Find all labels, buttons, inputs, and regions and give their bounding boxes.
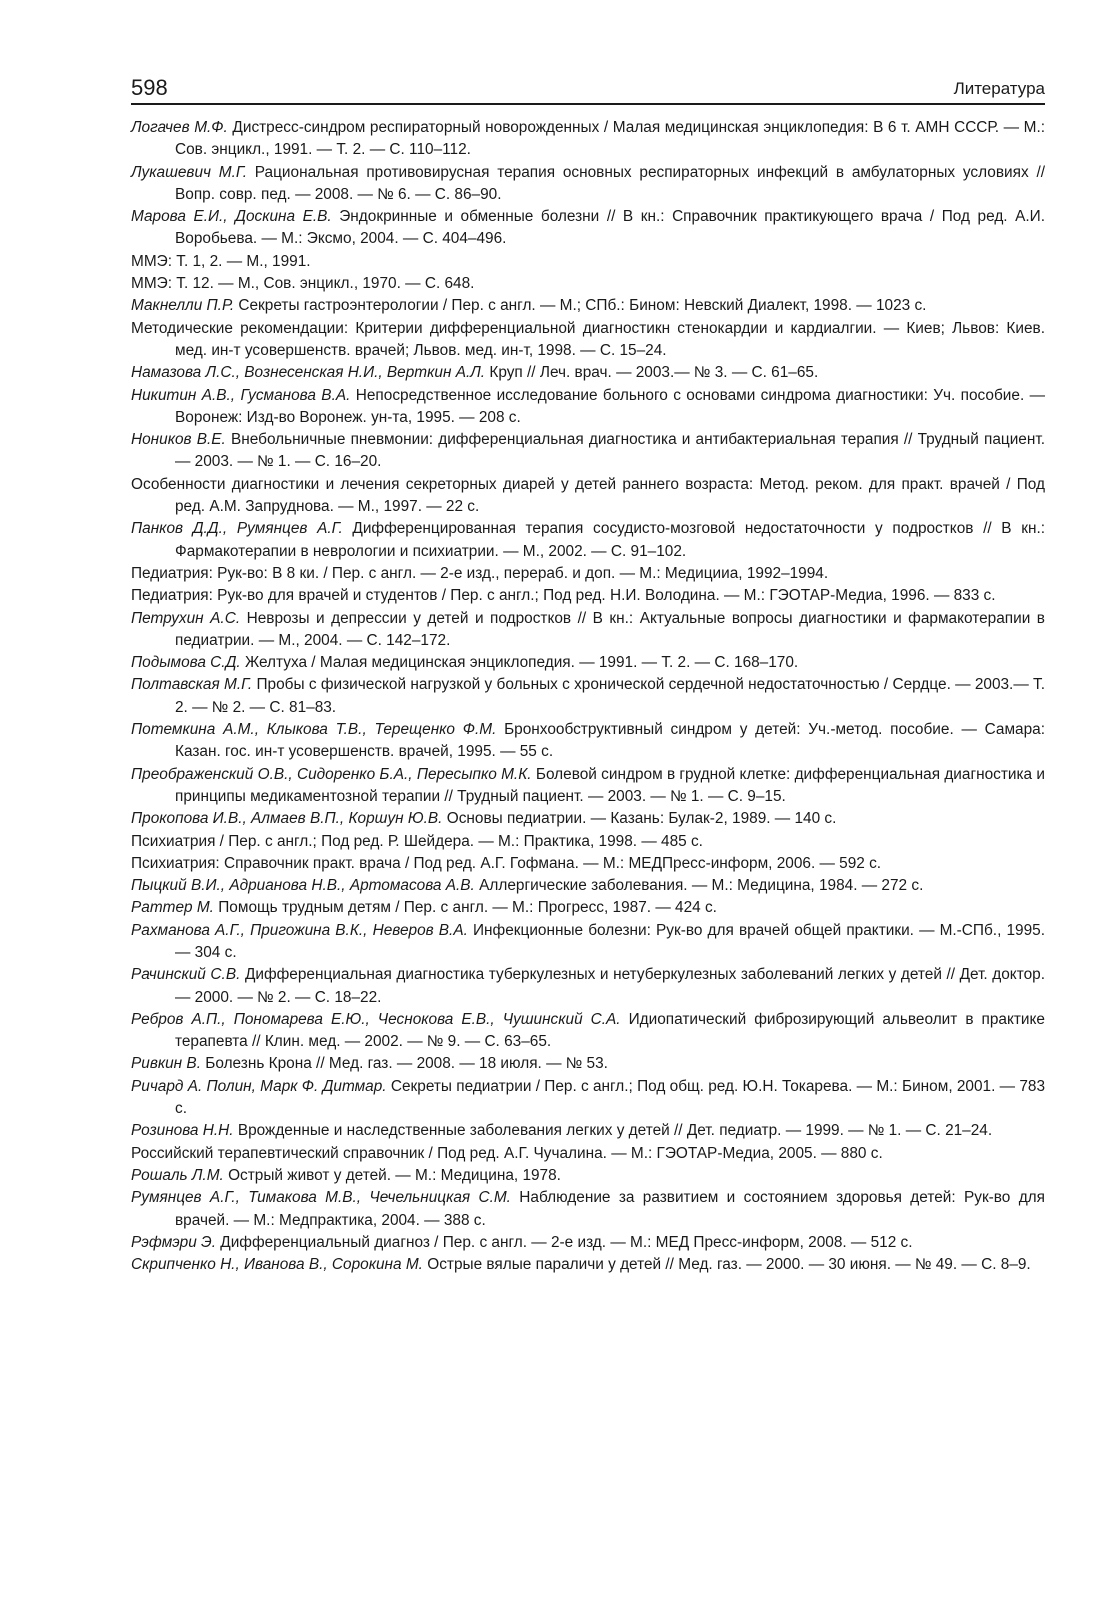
reference-text: Внебольничные пневмонии: дифференциальная диагностика и антибактериальная терапия // Трудный пациент. — 2003. — № 1. — С. 16–20. [175,431,1045,471]
reference-entry [131,652,1045,674]
reference-entry [131,897,1045,919]
reference-text: Пробы с физической нагрузкой у больных с хронической сердечной недостаточностью / Сердце. — 2003.— Т. 2. — № 2. — С. 81–83. [175,676,1045,716]
reference-text: Эндокринные и обменные болезни // В кн.: Справочник практикующего врача / Под ред. А.И. Воробьева. — М.: Эксмо, 2004. — С. 404–496. [175,208,1046,248]
reference-text: Рациональная противовирусная терапия основных респираторных инфекций в амбулаторных условиях // Вопр. совр. пед. — 2008. — № 6. — С. 86–90. [175,163,1045,203]
reference-authors: Пыцкий В.И., Адрианова Н.В., Артомасова А.В. [131,877,475,895]
reference-entry [131,563,1045,585]
reference-entry [131,251,1045,273]
reference-entry [131,1187,1045,1232]
reference-entry [131,1053,1045,1075]
reference-entry [131,295,1045,317]
reference-entry [131,385,1045,430]
reference-authors: Скрипченко Н., Иванова В., Сорокина М. [131,1256,423,1274]
reference-text: Помощь трудным детям / Пер. с англ. — М.: Прогресс, 1987. — 424 с. [213,899,717,917]
reference-authors: Румянцев А.Г., Тимакова М.В., Чечельницкая С.М. [131,1189,511,1207]
reference-entry [131,964,1045,1009]
reference-entry [131,429,1045,474]
reference-text: Дифференциальная диагностика туберкулезных и нетуберкулезных заболеваний легких у детей // Дет. доктор. — 2000. — № 2. — С. 18–22. [175,966,1045,1006]
reference-entry [131,674,1045,719]
reference-text: Психиатрия: Справочник практ. врача / Под ред. А.Г. Гофмана. — М.: МЕДПресс-информ, 2006. — 592 с. [131,854,882,872]
reference-list [131,117,1045,1276]
reference-entry [131,831,1045,853]
reference-authors: Марова Е.И., Доскина Е.В. [131,208,332,226]
reference-entry [131,318,1045,363]
reference-authors: Рошаль Л.М. [131,1166,224,1184]
reference-authors: Макнелли П.Р. [131,297,235,315]
reference-entry [131,1165,1045,1187]
reference-text: Секреты педиатрии / Пер. с англ.; Под общ. ред. Ю.Н. Токарева. — М.: Бином, 2001. — 783 с. [175,1077,1046,1118]
reference-entry [131,1076,1045,1121]
reference-authors: Петрухин А.С. [131,609,241,627]
reference-authors: Прокопова И.В., Алмаев В.П., Коршун Ю.В. [131,810,443,828]
reference-text: Бронхообструктивный синдром у детей: Уч.-метод. пособие. — Самара: Казан. гос. ин-т усовершенств. врачей, 1995. — 55 с. [175,721,1045,761]
reference-entry [131,362,1045,384]
reference-text: Педиатрия: Рук-во: В 8 ки. / Пер. с англ. — 2-е изд., перераб. и доп. — М.: Медицииа, 1992–1994. [131,564,829,582]
reference-authors: Логачев М.Ф. [131,119,228,136]
reference-text: Круп // Леч. врач. — 2003.— № 3. — С. 61–65. [485,364,819,382]
reference-authors: Ребров А.П., Пономарева Е.Ю., Чеснокова Е.В., Чушинский С.А. [131,1010,621,1028]
reference-entry [131,1120,1045,1142]
reference-text: Методические рекомендации: Критерии дифференциальной диагностикн стенокардии и кардиалгии. — Киев; Львов: Киев. мед. ин-т усовершенств. врачей; Львов. мед. ин-т, 1998. — С. 15–24. [131,319,1045,359]
reference-text: Идиопатический фиброзирующий альвеолит в практике терапевта // Клин. мед. — 2002. — № 9. — С. 63–65. [175,1010,1045,1051]
book-page [131,72,1045,1276]
reference-authors: Подымова С.Д. [131,654,241,672]
reference-entry [131,1254,1045,1276]
reference-text: Особенности диагностики и лечения секреторных диарей у детей раннего возраста: Метод. реком. для практ. врачей / Под ред. А.М. Запруднова. — М., 1997. — 22 с. [131,475,1045,516]
reference-entry [131,853,1045,875]
reference-text: Психиатрия / Пер. с англ.; Под ред. Р. Шейдера. — М.: Практика, 1998. — 485 с. [131,832,703,850]
reference-text: Болевой синдром в грудной клетке: дифференциальная диагностика и принципы медикаментозной терапии // Трудный пациент. — 2003. — № 1. — С. 9–15. [175,765,1046,805]
reference-authors: Намазова Л.С., Вознесенская Н.И., Верткин А.Л. [131,364,486,382]
reference-entry [131,608,1045,653]
reference-entry [131,518,1045,563]
reference-entry [131,206,1045,251]
reference-text: ММЭ: Т. 1, 2. — М., 1991. [131,252,311,270]
reference-authors: Преображенский О.В., Сидоренко Б.А., Пересыпко М.К. [131,765,532,783]
reference-entry [131,875,1045,897]
reference-text: Российский терапевтический справочник / Под ред. А.Г. Чучалина. — М.: ГЭОТАР-Медиа, 2005. — 880 с. [131,1144,883,1162]
reference-authors: Рахманова А.Г., Пригожина В.К., Неверов В.А. [131,921,468,939]
reference-authors: Никитин А.В., Гусманова В.А. [131,386,351,404]
reference-text: Инфекционные болезни: Рук-во для врачей общей практики. — М.-СПб., 1995. — 304 с. [175,921,1045,961]
reference-text: Врожденные и наследственные заболевания легких у детей // Дет. педиатр. — 1999. — № 1. — С. 21–24. [233,1122,993,1140]
reference-authors: Рэфмэри Э. [131,1233,216,1251]
reference-text: Дифференцированная терапия сосудисто-мозговой недостаточности у подростков // В кн.: Фармакотерапии в неврологии и психиатрии. — М., 2002. — С. 91–102. [175,520,1045,560]
reference-text: Аллергические заболевания. — М.: Медицина, 1984. — 272 с. [474,877,924,895]
reference-entry [131,1232,1045,1254]
page-number: 598 [131,75,168,100]
reference-entry [131,808,1045,830]
reference-text: Непосредственное исследование больного с основами синдрома диагностики: Уч. пособие. — Воронеж: Изд-во Воронеж. ун-та, 1995. — 208 с. [175,386,1045,426]
reference-entry [131,764,1045,809]
reference-authors: Раттер М. [131,899,214,917]
reference-entry [131,474,1045,519]
reference-text: Острый живот у детей. — М.: Медицина, 1978. [223,1166,561,1184]
reference-text: Болезнь Крона // Мед. газ. — 2008. — 18 июля. — № 53. [200,1055,608,1073]
reference-entry [131,920,1045,965]
reference-authors: Ривкин В. [131,1055,201,1073]
reference-authors: Ричард А. Полин, Марк Ф. Дитмар. [131,1077,387,1095]
reference-authors: Панков Д.Д., Румянцев А.Г. [131,520,343,538]
reference-authors: Ноников В.Е. [131,431,226,449]
reference-text: Секреты гастроэнтерологии / Пер. с англ. — М.; СПб.: Бином: Невский Диалект, 1998. — 1023 с. [234,297,927,315]
running-head: Литература [953,79,1045,98]
reference-authors: Рачинский С.В. [131,966,241,984]
reference-entry [131,162,1045,207]
reference-text: Неврозы и депрессии у детей и подростков // В кн.: Актуальные вопросы диагностики и фармакотерапии в педиатрии. — М., 2004. — С. 142–172. [175,609,1045,649]
reference-entry [131,585,1045,607]
reference-text: Желтуха / Малая медицинская энциклопедия. — 1991. — Т. 2. — С. 168–170. [240,654,799,672]
reference-entry [131,719,1045,764]
reference-authors: Розинова Н.Н. [131,1122,234,1140]
reference-entry [131,1143,1045,1165]
reference-authors: Потемкина А.М., Клыкова Т.В., Терещенко Ф.М. [131,721,497,739]
reference-text: Педиатрия: Рук-во для врачей и студентов / Пер. с англ.; Под ред. Н.И. Володина. — М.: ГЭОТАР-Медиа, 1996. — 833 с. [131,587,996,605]
reference-entry [131,273,1045,295]
reference-entry [131,117,1045,162]
reference-text: Основы педиатрии. — Казань: Булак-2, 1989. — 140 с. [442,810,837,828]
reference-entry [131,1009,1045,1054]
reference-text: Наблюдение за развитием и состоянием здоровья детей: Рук-во для врачей. — М.: Медпрактика, 2004. — 388 с. [175,1189,1045,1229]
reference-text: Острые вялые параличи у детей // Мед. газ. — 2000. — 30 июня. — № 49. — С. 8–9. [422,1256,1031,1274]
reference-text: ММЭ: Т. 12. — М., Сов. энцикл., 1970. — С. 648. [131,275,475,293]
reference-text: Дифференциальный диагноз / Пер. с англ. — 2-е изд. — М.: МЕД Пресс-информ, 2008. — 512 с. [216,1233,913,1251]
reference-authors: Лукашевич М.Г. [131,163,247,181]
reference-text: Дистресс-синдром респираторный новорожденных / Малая медицинская энциклопедия: В 6 т. АМН СССР. — М.: Сов. энцикл., 1991. — Т. 2. — С. 110–112. [175,119,1046,159]
reference-authors: Полтавская М.Г. [131,676,253,694]
page-header [131,72,1045,105]
